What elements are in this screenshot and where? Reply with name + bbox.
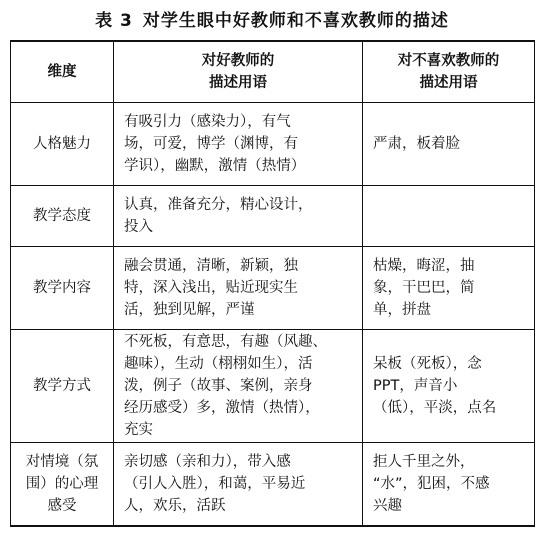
cell-line: 人格魅力	[33, 136, 91, 152]
header-row	[11, 41, 535, 103]
good-teacher-cell	[114, 103, 363, 186]
cell-line: 单，拼盘	[373, 302, 431, 318]
good-teacher-cell	[114, 247, 363, 330]
header-good-teacher	[114, 41, 363, 103]
dimension-cell	[11, 186, 114, 247]
cell-line: 不死板，有意思，有趣（风趣、	[124, 334, 327, 350]
cell-line: 对情境（氛	[25, 454, 99, 470]
cell-line: 活，独到见解，严谨	[124, 302, 255, 318]
cell-line: 融会贯通，清晰，新颖，独	[124, 258, 298, 274]
cell-line: 严肃，板着脸	[373, 136, 460, 152]
good-teacher-cell	[114, 330, 363, 443]
cell-line: “水”，犯困，不感	[373, 476, 490, 492]
cell-line: 趣味），生动（栩栩如生），活	[124, 356, 313, 372]
cell-line: 有吸引力（感染力），有气	[124, 114, 291, 130]
cell-line: 人，欢乐，活跃	[124, 498, 226, 514]
disliked-teacher-cell	[363, 247, 535, 330]
table-row	[11, 247, 535, 330]
cell-line: 场，可爱，博学（渊博，有	[124, 136, 298, 152]
cell-line: 拒人千里之外，	[373, 454, 475, 470]
cell-line: 泼，例子（故事、案例，亲身	[124, 378, 313, 394]
disliked-teacher-cell	[363, 103, 535, 186]
cell-line: 呆板（死板），念	[373, 356, 482, 372]
table-row	[11, 443, 535, 527]
header-dimension	[11, 41, 114, 103]
disliked-teacher-cell	[363, 443, 535, 527]
table-number: 表 3	[95, 11, 133, 31]
good-teacher-cell	[114, 186, 363, 247]
header-line: 对不喜欢教师的	[397, 53, 500, 69]
disliked-teacher-cell	[363, 186, 535, 247]
good-teacher-cell	[114, 443, 363, 527]
table-row	[11, 186, 535, 247]
description-table	[10, 40, 535, 527]
cell-line: 投入	[124, 219, 153, 235]
header-line: 对好教师的	[201, 53, 275, 69]
header-line: 维度	[47, 64, 77, 80]
cell-line: 学识），幽默，激情（热情）	[124, 158, 306, 174]
disliked-teacher-cell	[363, 330, 535, 443]
table-caption	[0, 6, 544, 31]
cell-line: 认真，准备充分，精心设计，	[124, 197, 313, 213]
cell-line: 经历感受）多，激情（热情），	[124, 400, 320, 416]
cell-line: 围）的心理	[25, 476, 99, 492]
cell-line: （引人入胜），和蔼，平易近	[124, 476, 306, 492]
cell-line: 象，干巴巴，简	[373, 280, 475, 296]
cell-line: PPT，声音小	[373, 378, 458, 394]
cell-line: 教学态度	[33, 208, 91, 224]
table-row	[11, 330, 535, 443]
dimension-cell	[11, 443, 114, 527]
cell-line: 兴趣	[373, 498, 402, 514]
dimension-cell	[11, 103, 114, 186]
header-line: 描述用语	[209, 75, 267, 91]
table-row	[11, 103, 535, 186]
dimension-cell	[11, 247, 114, 330]
cell-line: （低），平淡，点名	[373, 400, 497, 416]
dimension-cell	[11, 330, 114, 443]
cell-line: 感受	[47, 498, 77, 514]
header-disliked-teacher	[363, 41, 535, 103]
cell-line: 教学内容	[33, 280, 91, 296]
table-title: 对学生眼中好教师和不喜欢教师的描述	[142, 11, 449, 31]
header-line: 描述用语	[419, 75, 478, 91]
cell-line: 充实	[124, 422, 153, 438]
cell-line: 枯燥，晦涩，抽	[373, 258, 475, 274]
cell-line: 教学方式	[33, 378, 91, 394]
cell-line: 亲切感（亲和力），带入感	[124, 454, 291, 470]
cell-line: 特，深入浅出，贴近现实生	[124, 280, 298, 296]
